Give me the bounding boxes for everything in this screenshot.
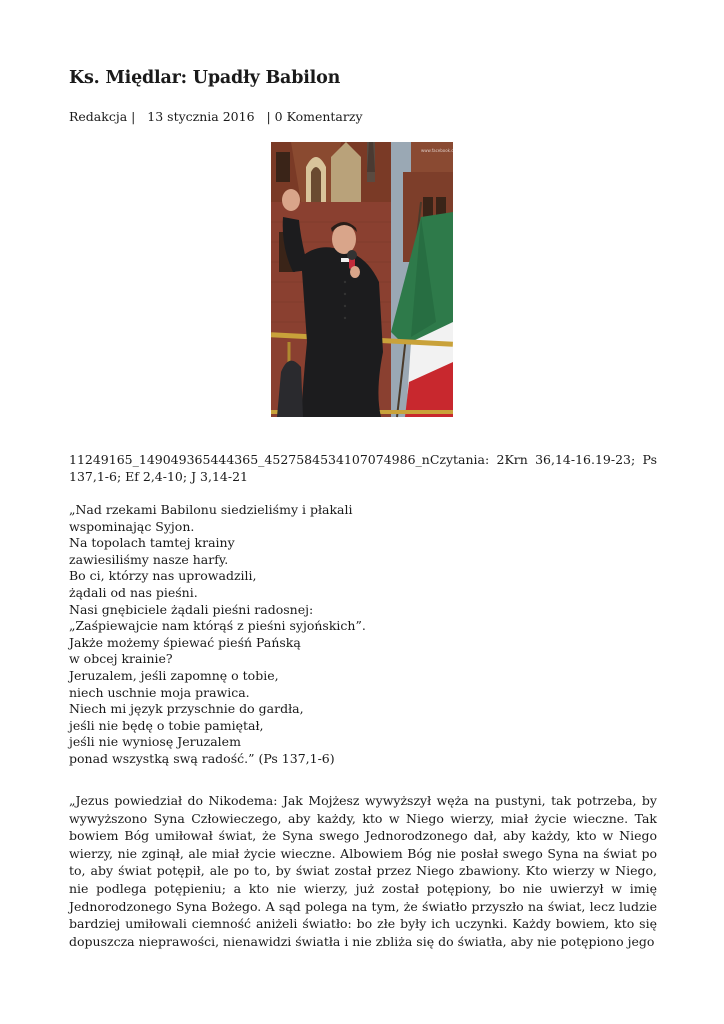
- psalm-line: Niech mi język przyschnie do gardła,: [69, 701, 304, 717]
- psalm-line: „Zaśpiewajcie nam którąś z pieśni syjońskich”.: [69, 618, 366, 634]
- publish-date: 13 stycznia 2016: [147, 109, 255, 124]
- article-meta: [69, 109, 363, 124]
- psalm-line: żądali od nas pieśni.: [69, 584, 198, 600]
- psalm-line: Nasi gnębiciele żądali pieśni radosnej:: [69, 601, 314, 617]
- photo-caption: 11249165_149049365444365_4527584534107074986_nCzytania: 2Krn 36,14-16.19-23; Ps 137,1-6; Ef 2,4-10; J 3,14-21: [69, 452, 657, 484]
- meta-separator: |: [254, 109, 275, 124]
- psalm-line: Na topolach tamtej krainy: [69, 535, 235, 551]
- author-name[interactable]: Redakcja: [69, 109, 128, 124]
- psalm-line: w obcej krainie?: [69, 651, 173, 667]
- psalm-quote: [69, 502, 366, 768]
- psalm-line: niech uschnie moja prawica.: [69, 684, 250, 700]
- article-photo: [271, 142, 481, 417]
- psalm-line: zawiesiliśmy nasze harfy.: [69, 551, 229, 567]
- psalm-line: ponad wszystką swą radość.” (Ps 137,1-6): [69, 750, 335, 766]
- article-title: Ks. Międlar: Upadły Babilon: [69, 68, 341, 88]
- psalm-line: „Nad rzekami Babilonu siedzieliśmy i płakali: [69, 502, 353, 517]
- gospel-paragraph: „Jezus powiedział do Nikodema: Jak Mojżesz wywyższył węża na pustyni, tak potrzeba, by wywyższono Syna Człowieczego, aby każdy, kto w Niego wierzy, miał życie wieczne. Tak bowiem Bóg umiłował świat, że Syna swego Jednorodzonego dał, aby każdy, kto w Niego wierzy, nie zginął, ale miał życie wieczne. Albowiem Bóg nie posłał swego Syna na świat po to, aby świat potępił, ale po to, by świat został przez Niego zbawiony. Kto wierzy w Niego, nie podlega potępieniu; a kto nie wierzy, już został potępiony, bo nie uwierzył w imię Jednorodzonego Syna Bożego. A sąd polega na tym, że światło przyszło na świat, lecz ludzie bardziej umiłowali ciemność aniżeli światło: bo złe były ich uczynki. Każdy bowiem, kto się dopuszcza nieprawości, nienawidzi światła i nie zbliża się do światła, aby nie potępiono jego: [69, 793, 657, 949]
- psalm-line: Jeruzalem, jeśli zapomnę o tobie,: [69, 667, 279, 683]
- comments-link[interactable]: 0 Komentarzy: [274, 109, 363, 124]
- psalm-line: Jakże możemy śpiewać pieśń Pańską: [69, 634, 301, 650]
- photo-watermark: www.facebook.com/KsMiedlar: [421, 148, 481, 153]
- psalm-line: jeśli nie wyniosę Jeruzalem: [69, 734, 241, 750]
- psalm-line: Bo ci, którzy nas uprowadzili,: [69, 568, 257, 584]
- psalm-line: wspominając Syjon.: [69, 518, 195, 534]
- meta-separator: |: [127, 109, 148, 124]
- psalm-line: jeśli nie będę o tobie pamiętał,: [69, 717, 264, 733]
